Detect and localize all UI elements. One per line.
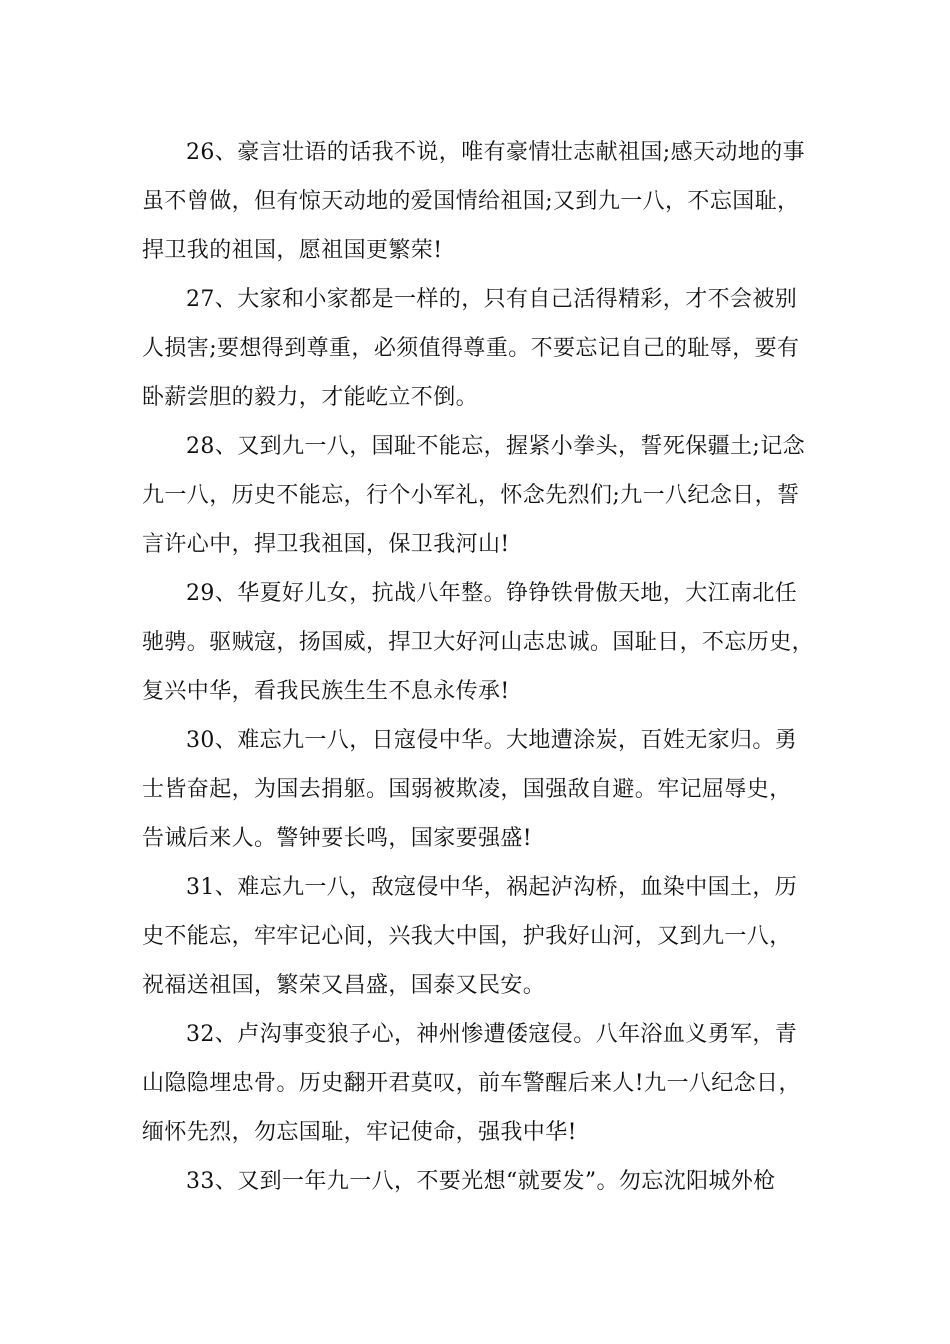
text-line: 言许心中，捍卫我祖国，保卫我河山! xyxy=(142,532,510,557)
paragraph-30 xyxy=(142,716,822,863)
text-line: 九一八，历史不能忘，行个小军礼，怀念先烈们;九一八纪念日，誓 xyxy=(142,483,800,508)
text-line: 士皆奋起，为国去捐躯。国弱被欺凌，国强敌自避。牢记屈辱史， xyxy=(142,777,792,802)
text-line: 33、又到一年九一八，不要光想“就要发”。勿忘沈阳城外枪 xyxy=(186,1169,776,1194)
paragraph-29 xyxy=(142,569,822,716)
paragraph-32 xyxy=(142,1010,822,1157)
text-line: 史不能忘，牢牢记心间，兴我大中国，护我好山河，又到九一八， xyxy=(142,924,792,949)
text-line: 驰骋。驱贼寇，扬国威，捍卫大好河山志忠诚。国耻日，不忘历史， xyxy=(142,630,815,655)
text-line: 山隐隐埋忠骨。历史翻开君莫叹，前车警醒后来人!九一八纪念日， xyxy=(142,1071,801,1096)
text-line: 29、华夏好儿女，抗战八年整。铮铮铁骨傲天地，大江南北任 xyxy=(186,581,798,606)
text-line: 卧薪尝胆的毅力，才能屹立不倒。 xyxy=(142,385,479,410)
text-line: 27、大家和小家都是一样的，只有自己活得精彩，才不会被别 xyxy=(186,287,798,312)
text-line: 28、又到九一八，国耻不能忘，握紧小拳头，誓死保疆土;记念 xyxy=(186,434,806,459)
paragraph-26 xyxy=(142,128,822,275)
text-line: 缅怀先烈，勿忘国耻，牢记使命，强我中华! xyxy=(142,1120,577,1145)
text-line: 告诫后来人。警钟要长鸣，国家要强盛! xyxy=(142,826,533,851)
paragraph-27 xyxy=(142,275,822,422)
paragraph-28 xyxy=(142,422,822,569)
text-line: 虽不曾做，但有惊天动地的爱国情给祖国;又到九一八，不忘国耻， xyxy=(142,189,800,214)
text-line: 31、难忘九一八，敌寇侵中华，祸起泸沟桥，血染中国土，历 xyxy=(186,875,798,900)
text-line: 26、豪言壮语的话我不说，唯有豪情壮志献祖国;感天动地的事 xyxy=(186,140,806,165)
text-line: 复兴中华，看我民族生生不息永传承! xyxy=(142,679,510,704)
text-line: 祝福送祖国，繁荣又昌盛，国泰又民安。 xyxy=(142,973,546,998)
paragraph-31 xyxy=(142,863,822,1010)
text-line: 30、难忘九一八，日寇侵中华。大地遭涂炭，百姓无家归。勇 xyxy=(186,728,798,753)
document-body xyxy=(142,128,822,1206)
text-line: 捍卫我的祖国，愿祖国更繁荣! xyxy=(142,238,443,263)
text-line: 32、卢沟事变狼子心，神州惨遭倭寇侵。八年浴血义勇军，青 xyxy=(186,1022,798,1047)
text-line: 人损害;要想得到尊重，必须值得尊重。不要忘记自己的耻辱，要有 xyxy=(142,336,800,361)
paragraph-33 xyxy=(142,1157,822,1206)
